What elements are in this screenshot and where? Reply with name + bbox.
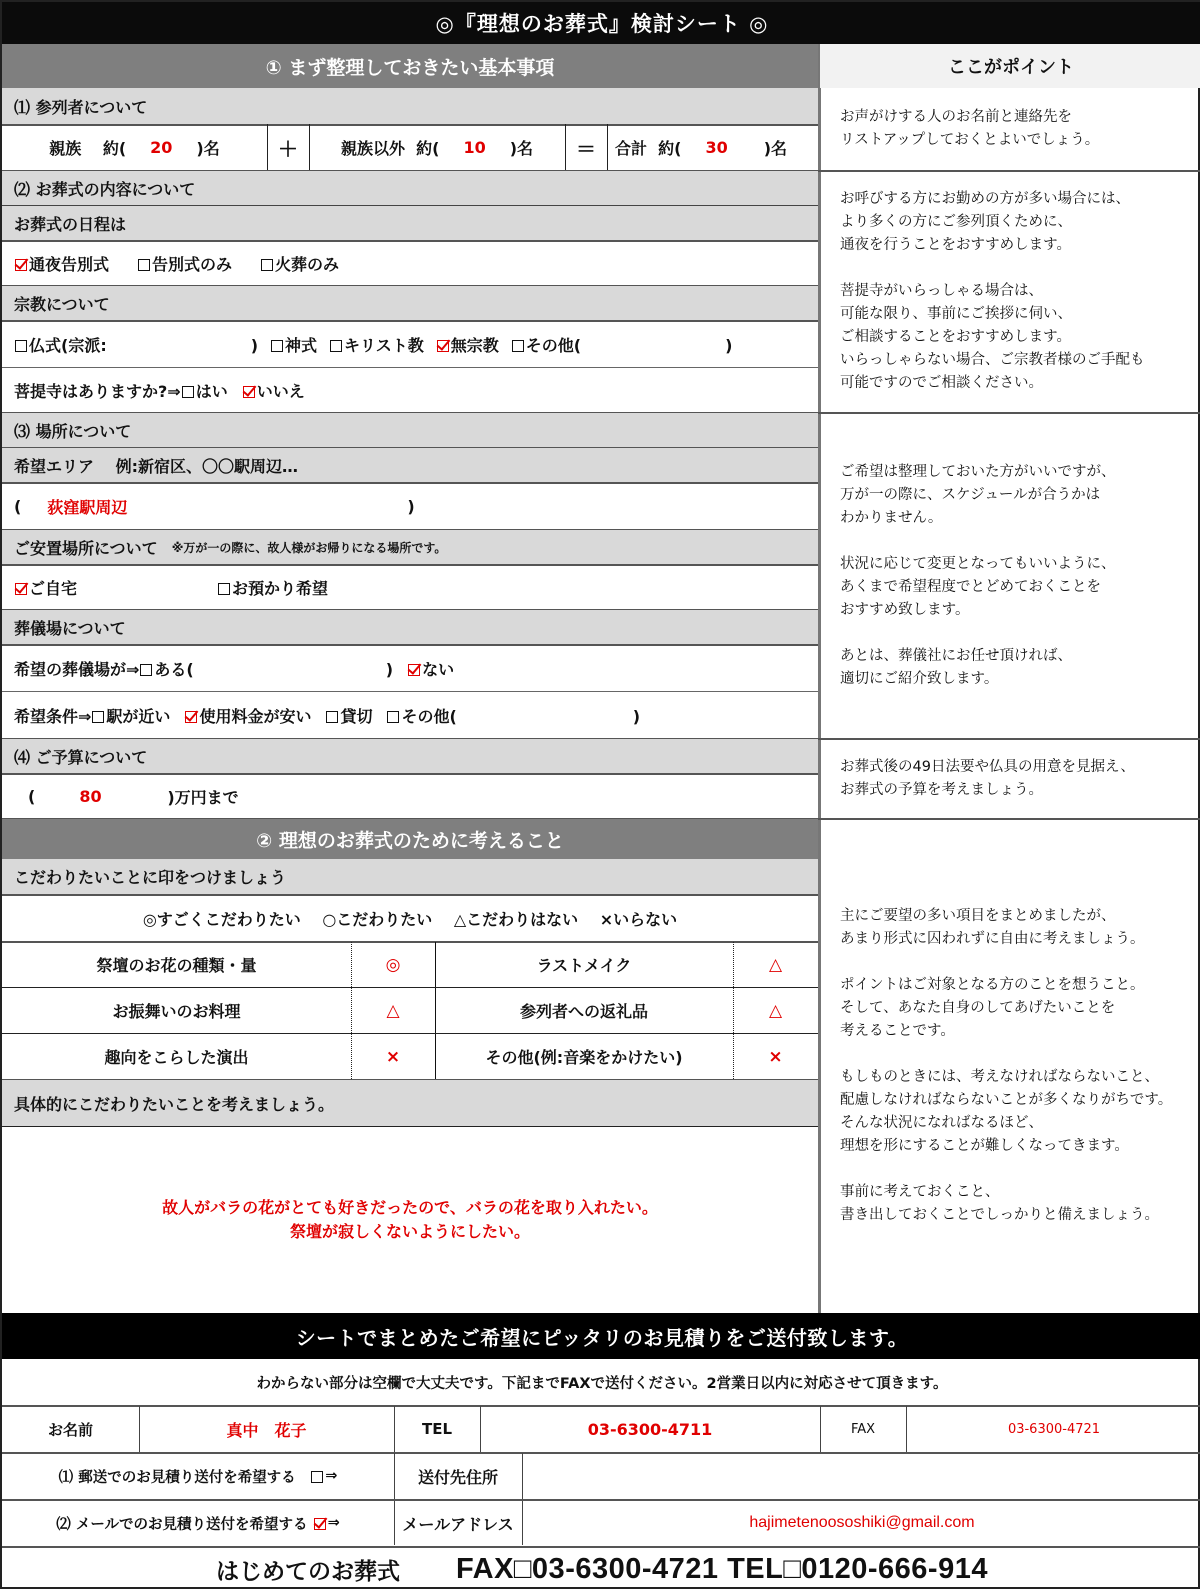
address-field[interactable] (522, 1453, 1200, 1499)
tel-label: TEL (421, 1420, 453, 1438)
temple-option-label: いいえ (256, 381, 305, 401)
tip-preferences: 主にご要望の多い項目をまとめましたが、 あまり形式に囚われずに自由に考えましょう。 ポイントはご対象となる方のことを想うこと。 そして、あなた自身のしてあげたいことを 考えることです。 もしものときには、考えなければならないこと、 配慮しなければならないことが多くなりがちです。 そんな状況になればなるほど、 理想を形にすることが難しくなってきます。 事前に考えておくこと、 書き出しておくことでしっかりと備えましょう。 (840, 908, 1173, 1223)
hall-option-label: ない (422, 659, 455, 679)
tip-attendees: お声がけする人のお名前と連絡先を リストアップしておくとよいでしょう。 (840, 109, 1100, 148)
schedule-option-label: 告別式のみ (152, 254, 233, 274)
rest-place-checkbox[interactable] (15, 583, 27, 595)
schedule-options (2, 241, 818, 285)
tip-place: ご希望は整理しておいた方がいいですが、 万が一の際に、スケジュールが合うかは わかりません。 状況に応じて変更となってもいいように、 あくまで希望程度でとどめておくことを おすすめ致します。 あとは、葬儀社にお任せ頂ければ、 適切にご紹介致します。 (840, 463, 1116, 687)
budget-value: 80 (79, 786, 102, 806)
rest-place-options (2, 565, 818, 609)
temple-question-row (2, 368, 818, 412)
area-value: 荻窪駅周辺 (47, 497, 128, 517)
hall-question: 希望の葬儀場が⇒ (14, 659, 140, 679)
schedule-heading: お葬式の日程は (2, 206, 818, 240)
religion-option[interactable] (511, 333, 733, 356)
estimate-banner: シートでまとめたご希望にピッタリのお見積りをご送付致します。 (2, 1313, 1200, 1359)
condition-option-label: 貸切 (340, 706, 373, 726)
religion-option-label: キリスト教 (344, 335, 424, 355)
sheet-title: ◎『理想のお葬式』検討シート ◎ (2, 2, 1200, 44)
temple-option[interactable] (242, 379, 305, 402)
footer (2, 1547, 1200, 1591)
attendees-heading: ⑴ 参列者について (2, 88, 818, 124)
preference-item-label: 参列者への返礼品 (519, 1002, 648, 1021)
area-heading: 希望エリア 例:新宿区、〇〇駅周辺… (2, 448, 818, 482)
religion-options (2, 321, 818, 367)
condition-option[interactable] (325, 704, 372, 727)
email-option[interactable]: ⑵ メールでのお見積り送付を希望する ⇒ (56, 1515, 340, 1533)
tip-content: お呼びする方にお勤めの方が多い場合には、 より多くの方にご参列頂くために、 通夜を行うことをおすすめします。 菩提寺がいらっしゃる場合は、 可能な限り、事前にご挨拶に伺い、 ご相談することをおすすめします。 いらっしゃらない場合、ご宗教者様のご手配も 可能ですのでご相談ください。 (840, 191, 1145, 391)
preference-mark[interactable]: × (385, 1046, 401, 1067)
rest-place-option-label: お預かり希望 (232, 578, 329, 598)
temple-checkbox[interactable] (182, 386, 194, 398)
schedule-checkbox[interactable] (15, 259, 27, 271)
equals-sign: ＝ (576, 136, 596, 161)
preference-mark[interactable]: △ (386, 1000, 400, 1021)
condition-option[interactable] (386, 704, 640, 727)
hall-question-row (2, 645, 818, 691)
condition-checkbox[interactable] (387, 711, 399, 723)
preference-mark[interactable]: ◎ (385, 954, 401, 975)
condition-option[interactable] (91, 704, 170, 727)
rest-place-checkbox[interactable] (218, 583, 230, 595)
preference-mark[interactable]: × (768, 1046, 783, 1067)
hall-option[interactable] (407, 657, 454, 680)
condition-checkbox[interactable] (185, 711, 197, 723)
schedule-checkbox[interactable] (138, 259, 150, 271)
footer-brand: はじめてのお葬式 (216, 1558, 401, 1585)
total-count-field[interactable]: 合計 約( 30 )名 (615, 137, 788, 158)
schedule-checkbox[interactable] (261, 259, 273, 271)
religion-option[interactable] (14, 333, 258, 356)
temple-checkbox[interactable] (243, 386, 255, 398)
condition-option-label: 使用料金が安い (199, 706, 312, 726)
religion-checkbox[interactable] (437, 340, 449, 352)
condition-question: 希望条件⇒ (14, 706, 92, 726)
footer-contact: FAX□03-6300-4721 TEL□0120-666-914 (456, 1552, 988, 1585)
relatives-count-field[interactable]: 親族 約( 20 )名 (49, 137, 220, 158)
name-label: お名前 (47, 1420, 93, 1439)
schedule-option[interactable] (14, 252, 109, 275)
temple-question: 菩提寺はありますか?⇒ (14, 381, 181, 401)
detail-heading: 具体的にこだわりたいことを考えましょう。 (2, 1080, 818, 1126)
schedule-option-label: 火葬のみ (275, 254, 340, 274)
rest-place-note: ※万が一の際に、故人様がお帰りになる場所です。 (171, 540, 447, 555)
email-checkbox[interactable] (314, 1518, 326, 1530)
section1-header: ① まず整理しておきたい基本事項 (2, 44, 818, 88)
rest-place-heading: ご安置場所について ※万が一の際に、故人様がお帰りになる場所です。 (2, 530, 818, 564)
temple-option-label: はい (195, 381, 228, 401)
temple-option[interactable] (181, 379, 228, 402)
hall-condition-row (2, 692, 818, 738)
tel-field[interactable]: 03-6300-4711 (587, 1419, 713, 1439)
total-count-value: 30 (705, 137, 728, 157)
preference-item-label: その他(例:音楽をかけたい) (485, 1048, 683, 1067)
content-heading: ⑵ お葬式の内容について (2, 171, 818, 205)
estimate-note: わからない部分は空欄で大丈夫です。下記までFAXで送付ください。2営業日以内に対応させて頂きます。 (256, 1375, 948, 1392)
hall-option-label: ある( ) (154, 659, 394, 679)
hall-checkbox[interactable] (140, 664, 152, 676)
detail-line-1: 故人がバラの花がとても好きだったので、バラの花を取り入れたい。 (162, 1198, 658, 1217)
email-field[interactable]: hajimetenoososhiki@gmail.com (749, 1514, 975, 1531)
postal-checkbox[interactable] (311, 1471, 323, 1483)
condition-checkbox[interactable] (326, 711, 338, 723)
hall-checkbox[interactable] (408, 664, 420, 676)
condition-option-label: 駅が近い (106, 706, 171, 726)
mark-legend: ◎すごくこだわりたい ○こだわりたい △こだわりはない ×いらない (142, 909, 678, 929)
relatives-count-value: 20 (150, 137, 173, 157)
religion-option-label: 仏式(宗派: ) (29, 335, 259, 355)
schedule-option[interactable] (260, 252, 339, 275)
detail-text-area[interactable] (2, 1127, 818, 1313)
name-field[interactable]: 真中 花子 (226, 1420, 307, 1440)
religion-checkbox[interactable] (512, 340, 524, 352)
preference-item-label: ラストメイク (536, 956, 632, 975)
religion-option[interactable] (270, 333, 317, 356)
email-label: メールアドレス (402, 1514, 514, 1534)
budget-field[interactable]: ( 80 )万円まで (28, 786, 239, 807)
hall-option[interactable] (139, 657, 393, 680)
religion-checkbox[interactable] (330, 340, 342, 352)
preference-mark[interactable]: △ (768, 954, 783, 975)
place-heading: ⑶ 場所について (2, 413, 818, 447)
religion-option-label: 無宗教 (450, 335, 499, 355)
condition-checkbox[interactable] (92, 711, 104, 723)
condition-option[interactable] (184, 704, 311, 727)
religion-option-label: その他( ) (525, 335, 733, 355)
preference-item-label: 趣向をこらした演出 (104, 1048, 249, 1067)
religion-option-label: 神式 (285, 335, 318, 355)
condition-option-label: その他( ) (401, 706, 641, 726)
religion-checkbox[interactable] (271, 340, 283, 352)
religion-heading: 宗教について (2, 286, 818, 320)
rest-place-option-label: ご自宅 (29, 578, 78, 598)
hall-heading: 葬儀場について (2, 610, 818, 644)
budget-heading: ⑷ ご予算について (2, 739, 818, 773)
point-header: ここがポイント (818, 44, 1200, 88)
others-count-value: 10 (463, 137, 486, 157)
section2-header: ② 理想のお葬式のために考えること (2, 819, 818, 859)
preference-mark[interactable]: △ (768, 1000, 783, 1021)
schedule-option-label: 通夜告別式 (29, 254, 110, 274)
rest-place-option[interactable] (14, 576, 77, 599)
religion-option[interactable] (436, 333, 499, 356)
mark-heading: こだわりたいことに印をつけましょう (2, 859, 818, 894)
address-label: 送付先住所 (417, 1467, 498, 1487)
area-field[interactable]: ( 荻窪駅周辺 ) (14, 496, 415, 517)
religion-checkbox[interactable] (15, 340, 27, 352)
preference-item-label: 祭壇のお花の種類・量 (96, 956, 257, 975)
fax-label: FAX (850, 1421, 876, 1437)
plus-sign: ＋ (278, 136, 298, 161)
tip-budget: お葬式後の49日法要や仏具の用意を見据え、 お葬式の予算を考えましょう。 (840, 758, 1135, 798)
detail-line-2: 祭壇が寂しくないようにしたい。 (289, 1222, 530, 1241)
religion-option[interactable] (329, 333, 424, 356)
others-count-field[interactable]: 親族以外 約( 10 )名 (340, 137, 534, 158)
postal-option[interactable]: ⑴ 郵送でのお見積り送付を希望する ⇒ (58, 1468, 338, 1486)
rest-place-option[interactable] (217, 576, 328, 599)
schedule-option[interactable] (137, 252, 232, 275)
fax-field[interactable]: 03-6300-4721 (1007, 1421, 1101, 1437)
preference-item-label: お振舞いのお料理 (112, 1002, 241, 1021)
